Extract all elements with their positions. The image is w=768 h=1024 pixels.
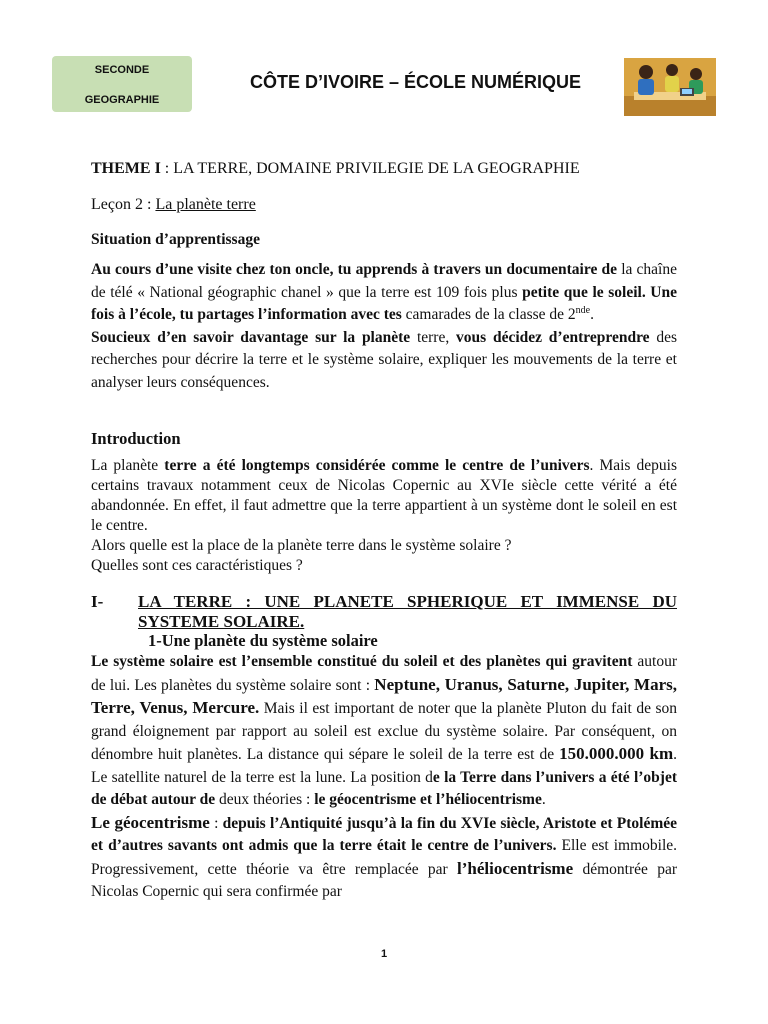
situation-paragraph-2 — [91, 327, 677, 395]
theme-text: LA TERRE, DOMAINE PRIVILEGIE DE LA GEOGRAPHIE — [173, 160, 580, 177]
geo-separator: : — [209, 814, 223, 832]
theme-line — [91, 160, 677, 178]
situation-text-3: terre, — [410, 328, 457, 346]
subsection-heading: 1-Une planète du système solaire — [148, 631, 378, 650]
lesson-title: La planète terre — [155, 196, 256, 213]
introduction-question-2: Quelles sont ces caractéristiques ? — [91, 557, 303, 574]
introduction-text — [91, 456, 677, 576]
body-period: . — [541, 791, 546, 808]
situation-bold-2: petite que le soleil. Une fois à l’école, tu partages l’information avec tes — [91, 283, 677, 323]
section-number: I- — [91, 592, 104, 611]
situation-period: . — [590, 306, 594, 323]
situation-text — [91, 259, 677, 394]
site-title: CÔTE D’IVOIRE – ÉCOLE NUMÉRIQUE — [250, 72, 582, 92]
introduction-heading: Introduction — [91, 429, 181, 448]
situation-text-2: camarades de la classe de 2 — [401, 306, 576, 323]
situation-text-1: la chaîne de télé « National géographic chanel » que la terre est 109 fois plus — [91, 261, 677, 301]
body-text-4: deux théories : — [215, 791, 315, 808]
body-text-3: . Le satellite naturel de la terre est la lune. La position d — [91, 746, 677, 786]
section-title: LA TERRE : UNE PLANETE SPHERIQUE ET IMMENSE DU SYSTEME SOLAIRE. — [138, 592, 677, 631]
situation-bold-3: Soucieux d’en savoir davantage sur la planète — [91, 328, 411, 346]
section-paragraph-1 — [91, 651, 677, 812]
body-text-1: autour de lui. Les planètes du système solaire sont : — [91, 653, 677, 694]
lesson-separator: : — [142, 196, 156, 213]
section-paragraph-2 — [91, 812, 677, 904]
intro-text-2: . Mais depuis certains travaux notamment ceux de Nicolas Copernic au XVIe siècle cette vérité a été abandonnée. En effet, il faut admettre que la terre appartient à un système dont le soleil en est le centre. — [91, 457, 677, 534]
situation-bold-4: vous décidez d’entreprendre — [456, 328, 650, 346]
introduction-paragraph — [91, 456, 677, 536]
body-bold-2: e la Terre dans l’univers a été l’objet de débat autour de — [91, 768, 677, 808]
heliocentrism-term: l’héliocentrisme — [457, 858, 574, 878]
students-studying-illustration-icon — [624, 58, 716, 116]
theories-names: le géocentrisme et l’héliocentrisme — [314, 791, 542, 808]
class-badge — [52, 56, 192, 112]
body-text-5: Elle est immobile. Progressivement, cette théorie va être remplacée par — [91, 837, 678, 878]
page-number: 1 — [380, 948, 388, 960]
badge-subject: GEOGRAPHIE — [84, 94, 160, 106]
intro-bold: terre a été longtemps considérée comme le centre de l’univers — [164, 457, 590, 474]
lesson-line — [91, 196, 677, 214]
geocentrism-term: Le géocentrisme — [91, 812, 210, 832]
badge-level: SECONDE — [94, 64, 150, 76]
theme-separator: : — [160, 160, 174, 177]
body-bold-1: Le système solaire est l’ensemble constitué du soleil et des planètes qui gravitent — [91, 653, 633, 670]
body-text-6: démontrée par Nicolas Copernic qui sera confirmée par — [91, 860, 677, 900]
intro-text-1: La planète — [91, 457, 165, 474]
planet-list: Neptune, Uranus, Saturne, Jupiter, Mars, Terre, Venus, Mercure. — [91, 674, 677, 717]
introduction-question-1: Alors quelle est la place de la planète terre dans le système solaire ? — [91, 537, 512, 554]
situation-bold-1: Au cours d’une visite chez ton oncle, tu apprends à travers un documentaire de — [91, 261, 618, 278]
theme-label: THEME I — [91, 160, 161, 177]
situation-heading: Situation d’apprentissage — [91, 231, 260, 248]
lesson-label: Leçon 2 — [91, 196, 143, 213]
body-text-2: Mais il est important de noter que la planète Pluton du fait de son grand éloignement par rapport au soleil est exclue du système solaire. Par conséquent, on dénombre huit planètes. La distance qui sépare le soleil de la terre est de — [91, 700, 677, 763]
situation-paragraph-1 — [91, 259, 677, 327]
situation-text-4: des recherches pour décrire la terre et le système solaire, expliquer les mouvements de la terre et analyser leurs conséquences. — [91, 328, 677, 391]
geocentrism-definition: depuis l’Antiquité jusqu’à la fin du XVIe siècle, Aristote et Ptolémée et d’autres savants ont admis que la terre était le centre de l’univers. — [91, 814, 677, 854]
section-body — [91, 651, 677, 904]
sun-earth-distance: 150.000.000 km — [559, 744, 674, 763]
grade-superscript: nde — [575, 304, 591, 316]
